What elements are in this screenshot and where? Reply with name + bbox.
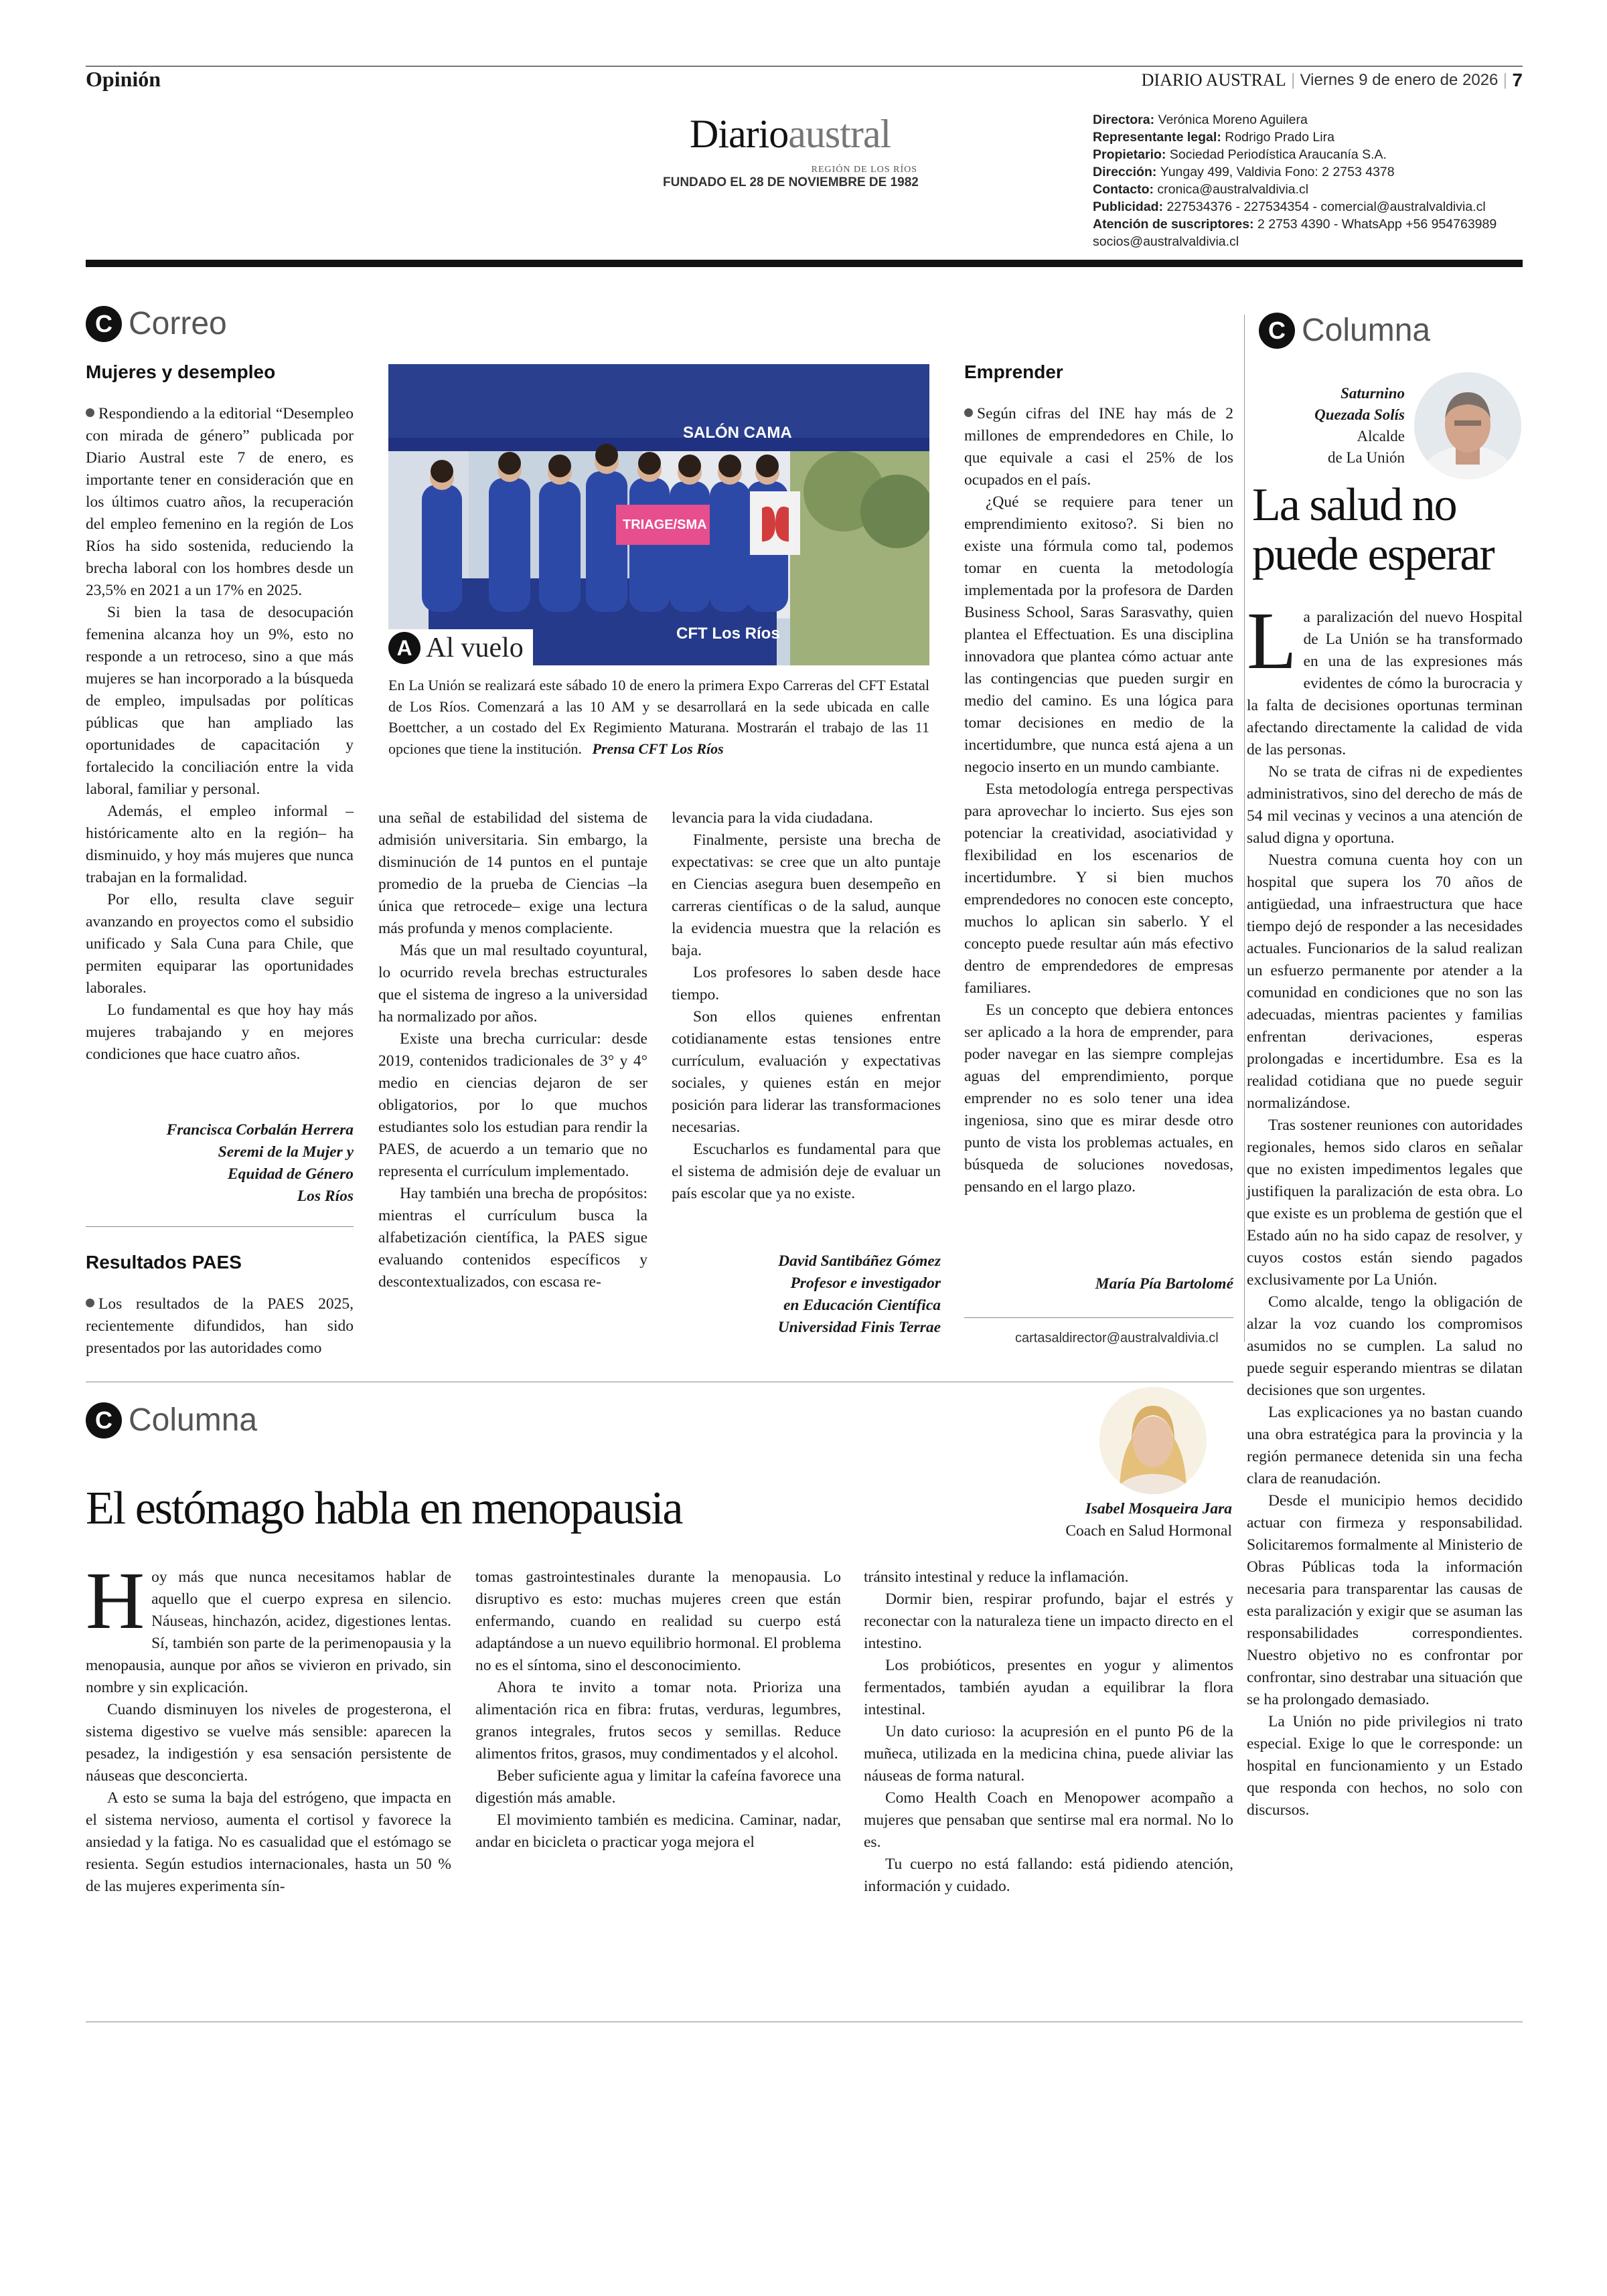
- paragraph: [864, 1854, 1233, 1898]
- paragraph: [1247, 1291, 1523, 1402]
- paragraph-text: Finalmente, persiste una brecha de expectativas: se cree que un alto puntaje en Ciencias asegura buen desempeño en carreras científicas o de la salud, aunque la evidencia muestra que la relación es baja.: [672, 831, 941, 959]
- masthead: [1093, 111, 1497, 250]
- masthead-row: [1093, 129, 1497, 146]
- paragraph-text: tránsito intestinal y reduce la inflamación.: [864, 1568, 1129, 1586]
- paragraph-text: Los probióticos, presentes en yogur y alimentos fermentados, también ayudan a equilibrar la flora intestinal.: [864, 1657, 1233, 1718]
- masthead-value: cronica@australvaldivia.cl: [1157, 182, 1309, 197]
- paragraph-text: tomas gastrointestinales durante la menopausia. Lo disruptivo es esto: muchas mujeres creen que están enfermando, cuando en realidad su cuerpo está adaptándose a un nuevo equilibrio hormonal. El problema no es el síntoma, sino el desconocimiento.: [475, 1568, 841, 1674]
- paragraph-text: Tu cuerpo no está fallando: está pidiendo atención, información y cuidado.: [864, 1856, 1233, 1895]
- author-role-mosqueira: Coach en Salud Hormonal: [1065, 1522, 1232, 1540]
- author-photo-mosqueira: [1099, 1387, 1207, 1494]
- paragraph: [964, 403, 1233, 491]
- paragraph: [86, 1699, 451, 1787]
- paragraph-text: Un dato curioso: la acupresión en el punto P6 de la muñeca, utilizada en la medicina china, puede aliviar las náuseas de forma natural.: [864, 1723, 1233, 1785]
- paragraph: [864, 1566, 1233, 1588]
- paragraph: [86, 801, 354, 889]
- letter-title-emprender: Emprender: [964, 361, 1063, 382]
- alvuelo-caption-text: En La Unión se realizará este sábado 10 de enero la primera Expo Carreras del CFT Estatal de Los Ríos. Comenzará a las 10 AM y se desarrollará en la sede ubicada en calle Boettcher, a un costado del Ex Regimiento Maturana. Mostrarán el trabajo de las 11 opciones que tiene la institución.: [388, 677, 929, 757]
- letter-body-paes-col3: [672, 807, 941, 1205]
- paragraph: [964, 999, 1233, 1198]
- header-thick-rule: [86, 260, 1523, 267]
- author-name-mosqueira: Isabel Mosqueira Jara: [1085, 1500, 1232, 1518]
- masthead-row: [1093, 146, 1497, 163]
- alvuelo-credit: Prensa CFT Los Ríos: [592, 740, 724, 757]
- paragraph-text: oy más que nunca necesitamos hablar de aquello que el cuerpo expresa en silencio. Náuseas, hinchazón, acidez, digestiones lentas. Sí, también son parte de la perimenopausia y la menopausia, aunque por años se vivieron en privado, sin nombre y sin explicación.: [86, 1568, 451, 1696]
- drop-cap: H: [86, 1556, 145, 1646]
- paragraph-text: Nuestra comuna cuenta hoy con un hospital que supera los 70 años de antigüedad, una infraestructura que hace tiempo dejó de responder a las necesidades actuales. Funcionarios de la salud realizan un esfuerzo permanente por atender a la comunidad en condiciones que no son las adecuadas, mientras pacientes y familias enfrentan derivaciones, esperas prolongadas e incertidumbre. Esa es la realidad cotidiana que no puede seguir normalizándose.: [1247, 851, 1523, 1112]
- paragraph-text: Ahora te invito a tomar nota. Prioriza una alimentación rica en fibra: frutas, verduras, legumbres, granos integrales, frutos secos y semillas. Reduce alimentos fritos, grasos, muy condimentados y el alcohol.: [475, 1679, 841, 1762]
- columna-right-body: [1247, 596, 1523, 1821]
- paragraph: [378, 1028, 647, 1183]
- masthead-row: [1093, 233, 1497, 250]
- paragraph-text: Como Health Coach en Menopower acompaño a mujeres que pensaban que sentirse mal era normal. No lo es.: [864, 1789, 1233, 1851]
- masthead-row: [1093, 181, 1497, 198]
- paragraph: [475, 1566, 841, 1677]
- email-rule: [964, 1317, 1233, 1318]
- paragraph: [378, 807, 647, 940]
- masthead-label: Atención de suscriptores:: [1093, 217, 1257, 232]
- correo-icon: C: [86, 306, 122, 342]
- alvuelo-tag: [388, 629, 533, 667]
- paragraph-text: Tras sostener reuniones con autoridades regionales, hemos sido claros en señalar que no existen impedimentos legales que justifiquen la paralización de esta obra. Lo que existe es un problema de gestión que el Estado aún no ha sido capaz de resolver, y cuyos costos están siendo pagados exclusivamente por La Unión.: [1247, 1117, 1523, 1289]
- letter-body-paes-col1: [86, 1293, 354, 1360]
- paragraph-text: Además, el empleo informal –históricamente alto en la región– ha disminuido, y hoy más mujeres que nunca trabajan en la formalidad.: [86, 803, 354, 886]
- signature-line: Los Ríos: [297, 1187, 354, 1205]
- paragraph: [475, 1765, 841, 1809]
- paragraph-text: La Unión no pide privilegios ni trato especial. Exige lo que le corresponde: un hospital en funcionamiento y un Estado que responda con hechos, no solo con discursos.: [1247, 1713, 1523, 1819]
- masthead-label: Dirección:: [1093, 165, 1160, 179]
- paragraph-text: Como alcalde, tengo la obligación de alzar la voz cuando los compromisos asumidos no se cumplen. La salud no puede seguir esperando mientras se dilatan decisiones que son urgentes.: [1247, 1293, 1523, 1399]
- columna-right-title: La salud no puede esperar: [1252, 479, 1494, 580]
- paragraph-text: a paralización del nuevo Hospital de La Unión se ha transformado en una de las expresiones más evidentes de cómo la burocracia y la falta de decisiones oportunas terminan afectando directamente la calidad de vida de las personas.: [1247, 608, 1523, 758]
- masthead-row: [1093, 111, 1497, 129]
- paragraph-text: Los resultados de la PAES 2025, recientemente difundidos, han sido presentados por las autoridades como: [86, 1295, 354, 1357]
- paragraph: [964, 778, 1233, 999]
- columna-bottom-col1: [86, 1556, 451, 1898]
- paragraph: [672, 1139, 941, 1205]
- masthead-label: Directora:: [1093, 112, 1158, 127]
- letter-signature-emprender: [964, 1273, 1233, 1295]
- masthead-value: Yungay 499, Valdivia Fono: 2 2753 4378: [1160, 165, 1395, 179]
- paragraph: [672, 807, 941, 829]
- signature-line: Francisca Corbalán Herrera: [166, 1121, 354, 1139]
- letter-body-mujeres: [86, 403, 354, 1066]
- paragraph-text: Si bien la tasa de desocupación femenina alcanza hoy un 9%, esto no responde a un retroceso, sino a que más mujeres se han incorporado a la búsqueda de empleo, impulsadas por políticas públicas que han ampliado las oportunidades de capacitación y fortalecido la conciliación entre la vida laboral, familiar y personal.: [86, 604, 354, 798]
- paragraph-text: A esto se suma la baja del estrógeno, que impacta en el sistema nervioso, aumenta el cortisol y favorece la ansiedad y la fatiga. No es casualidad que el estómago se resienta. Según estudios internacionales, hasta un 50 % de las mujeres experimenta sín-: [86, 1789, 451, 1895]
- paragraph-text: Dormir bien, respirar profundo, bajar el estrés y reconectar con la naturaleza tiene un impacto directo en el intestino.: [864, 1590, 1233, 1652]
- paragraph-text: Por ello, resulta clave seguir avanzando en proyectos como el subsidio unificado y Sala Cuna para Chile, que permiten equiparar las oportunidades laborales.: [86, 891, 354, 997]
- paragraph: [1247, 1115, 1523, 1291]
- paragraph-text: Las explicaciones ya no bastan cuando una obra estratégica para la provincia y la región permanece detenida sin una fecha clara de reanudación.: [1247, 1404, 1523, 1487]
- paragraph: [864, 1721, 1233, 1787]
- masthead-value: 2 2753 4390 - WhatsApp +56 954763989: [1257, 217, 1497, 232]
- paragraph: [1247, 1711, 1523, 1821]
- logo-diario: Diario: [690, 112, 789, 156]
- paragraph-text: Desde el municipio hemos decidido actuar con firmeza y responsabilidad. Solicitaremos formalmente al Ministerio de Obras Públicas toda la información necesaria para transparentar las causas de esta paralización y exigir que se asuman las responsabilidades correspondientes. Nuestro objetivo no es confrontar por confrontar, sino destrabar una situación que se ha prolongado demasiado.: [1247, 1492, 1523, 1708]
- columna-right-author: [1259, 383, 1405, 469]
- paragraph-text: No se trata de cifras ni de expedientes administrativos, sino del derecho de más de 54 mil vecinas y vecinos a una atención de salud digna y oportuna.: [1247, 763, 1523, 847]
- paragraph-text: Lo fundamental es que hoy hay más mujeres trabajando y en mejores condiciones que hace cuatro años.: [86, 1001, 354, 1063]
- bullet-icon: [86, 408, 94, 417]
- correo-header: [86, 305, 227, 342]
- photo-sign: SALÓN CAMA: [683, 424, 792, 442]
- newspaper-logo: [690, 114, 917, 175]
- author-last: Quezada Solís: [1314, 406, 1405, 423]
- paragraph: [86, 1293, 354, 1360]
- masthead-value: Verónica Moreno Aguilera: [1158, 112, 1308, 127]
- masthead-label: Propietario:: [1093, 147, 1170, 162]
- signature-line: Profesor e investigador: [790, 1275, 941, 1292]
- alvuelo-photo: [388, 364, 929, 665]
- correo-label: Correo: [129, 306, 227, 341]
- alvuelo-icon: A: [388, 632, 420, 664]
- signature-line: Equidad de Género: [228, 1165, 354, 1183]
- author-role1: Alcalde: [1357, 428, 1405, 444]
- column-separator: [1244, 315, 1245, 1342]
- signature-line: Seremi de la Mujer y: [218, 1143, 354, 1161]
- paragraph: [864, 1787, 1233, 1854]
- masthead-row: [1093, 198, 1497, 216]
- masthead-value: socios@australvaldivia.cl: [1093, 234, 1239, 249]
- columna-bottom-icon: C: [86, 1402, 122, 1439]
- tent-canopy: [388, 364, 929, 444]
- masthead-label: Representante legal:: [1093, 130, 1225, 145]
- paragraph: [1247, 849, 1523, 1115]
- paragraph-text: Existe una brecha curricular: desde 2019, contenidos tradicionales de 3° y 4° medio en ciencias dejaron de ser obligatorios, por lo que muchos estudiantes solo los estudian para rendir la PAES, de acuerdo a un temario que no representa el currículum implementado.: [378, 1030, 647, 1180]
- letter-title-paes: Resultados PAES: [86, 1252, 242, 1273]
- paragraph-text: Hay también una brecha de propósitos: mientras el currículum busca la alfabetización científica, la PAES sigue evaluando contenidos específicos y descontextualizados, con escasa re-: [378, 1185, 647, 1291]
- paragraph-text: Los profesores lo saben desde hace tiempo.: [672, 964, 941, 1003]
- alvuelo-label: Al vuelo: [426, 633, 524, 663]
- masthead-row: [1093, 216, 1497, 233]
- paragraph-text: levancia para la vida ciudadana.: [672, 809, 873, 827]
- photo-illustration: [388, 364, 929, 665]
- paragraph: [86, 602, 354, 801]
- paragraph: [672, 1006, 941, 1139]
- columna-right-header: [1259, 312, 1430, 349]
- letter-body-paes-col2: [378, 807, 647, 1293]
- paragraph: [864, 1655, 1233, 1721]
- photo-tablecloth-text: CFT Los Ríos: [676, 625, 780, 643]
- paragraph: [378, 940, 647, 1028]
- paragraph-text: Esta metodología entrega perspectivas para aprovechar lo incierto. Sus ejes son potenciar la creatividad, asociatividad y flexibilidad en los escenarios de incertidumbre. Y si bien muchos emprendedores no conocen este concepto, muchos lo aplican sin saberlo. Y el concepto puede resultar aún más efectivo dentro de emprendedores de empresas familiares.: [964, 781, 1233, 997]
- bullet-icon: [86, 1299, 94, 1307]
- paragraph: [86, 1556, 451, 1699]
- logo-austral: austral: [788, 112, 891, 156]
- columna-bottom-header: [86, 1402, 257, 1439]
- columna-bottom-col3: [864, 1566, 1233, 1898]
- paragraph: [86, 1787, 451, 1898]
- letters-email[interactable]: cartasaldirector@australvaldivia.cl: [1015, 1331, 1219, 1345]
- paragraph-text: Son ellos quienes enfrentan cotidianamente estas tensiones entre currículum, evaluación y expectativas sociales, y quienes están en mejor posición para liderar las transformaciones necesarias.: [672, 1008, 941, 1136]
- columna-right-icon: C: [1259, 313, 1295, 349]
- letter-body-emprender: [964, 403, 1233, 1198]
- header-top-rule: [86, 66, 1523, 67]
- paragraph-text: Escucharlos es fundamental para que el sistema de admisión deje de evaluar un país escolar que ya no existe.: [672, 1141, 941, 1202]
- paragraph-text: Más que un mal resultado coyuntural, lo ocurrido revela brechas estructurales que el sistema de ingreso a la universidad ha normalizado por años.: [378, 942, 647, 1026]
- masthead-row: [1093, 163, 1497, 181]
- drop-cap: L: [1247, 596, 1297, 686]
- bullet-icon: [964, 408, 973, 417]
- paragraph: [1247, 761, 1523, 849]
- columna-bottom-col2: [475, 1566, 841, 1854]
- founded-line: FUNDADO EL 28 DE NOVIEMBRE DE 1982: [663, 175, 919, 189]
- paragraph: [475, 1677, 841, 1765]
- paragraph-text: Es un concepto que debiera entonces ser aplicado a la hora de emprender, para poder navegar en las siempre complejas aguas del emprendimiento, porque emprender no es solo tener una idea ingeniosa, sino que es mirar desde otro punto de vista los problemas actuales, en búsqueda de soluciones novedosas, pensando en el largo plazo.: [964, 1001, 1233, 1196]
- paragraph-text: Cuando disminuyen los niveles de progesterona, el sistema digestivo se vuelve más sensible: aparecen la pesadez, la indigestión y esa sensación persistente de náuseas que desconcierta.: [86, 1701, 451, 1785]
- paragraph: [672, 962, 941, 1006]
- paragraph-text: una señal de estabilidad del sistema de admisión universitaria. Sin embargo, la disminución de 14 puntos en el puntaje promedio de la prueba de Ciencias –la única que retrocede– exige una lectura más profunda y menos complaciente.: [378, 809, 647, 937]
- paragraph: [86, 403, 354, 602]
- section-label: Opinión: [86, 67, 161, 91]
- paragraph: [864, 1588, 1233, 1655]
- paper-name: DIARIO AUSTRAL: [1141, 70, 1286, 90]
- masthead-label: Publicidad:: [1093, 199, 1167, 214]
- paragraph: [1247, 1402, 1523, 1490]
- signature-line: David Santibáñez Gómez: [778, 1252, 941, 1270]
- paragraph: [672, 829, 941, 962]
- signature-line: María Pía Bartolomé: [1095, 1275, 1233, 1293]
- paragraph-text: El movimiento también es medicina. Caminar, nadar, andar en bicicleta o practicar yoga mejora el: [475, 1811, 841, 1851]
- masthead-value: 227534376 - 227534354 - comercial@australvaldivia.cl: [1166, 199, 1486, 214]
- masthead-label: Contacto:: [1093, 182, 1158, 197]
- logo-region: REGIÓN DE LOS RÍOS: [811, 165, 917, 175]
- columna-right-label: Columna: [1302, 313, 1431, 348]
- author-first: Saturnino: [1341, 385, 1405, 402]
- paragraph: [1247, 596, 1523, 761]
- paragraph-text: Beber suficiente agua y limitar la cafeína favorece una digestión más amable.: [475, 1767, 841, 1807]
- header-right: DIARIO AUSTRAL | Viernes 9 de enero de 2026 | 7: [1141, 70, 1523, 90]
- paragraph: [86, 999, 354, 1066]
- signature-line: Universidad Finis Terrae: [777, 1319, 941, 1336]
- author-role2: de La Unión: [1328, 449, 1405, 466]
- paragraph-text: Respondiendo a la editorial “Desempleo con mirada de género” publicada por Diario Austral este 7 de enero, es importante tener en consideración que en los últimos cuatro años, la recuperación del empleo femenino en la región de Los Ríos ha sido sostenida, reduciendo la brecha laboral con los hombres desde un 23,5% en 2021 a un 17% en 2025.: [86, 405, 354, 599]
- paragraph: [86, 889, 354, 999]
- paragraph-text: Según cifras del INE hay más de 2 millones de emprendedores en Chile, lo que equivale a casi el 25% de los ocupados en el país.: [964, 405, 1233, 489]
- paragraph: [964, 491, 1233, 778]
- signature-line: en Educación Científica: [783, 1297, 941, 1314]
- paragraph: [378, 1183, 647, 1293]
- letter-signature-paes: [672, 1250, 941, 1339]
- issue-date: Viernes 9 de enero de 2026: [1300, 71, 1499, 89]
- paragraph: [1247, 1490, 1523, 1711]
- masthead-value: Rodrigo Prado Lira: [1225, 130, 1334, 145]
- alvuelo-caption: [388, 675, 929, 759]
- columna-bottom-author: [951, 1498, 1232, 1542]
- paragraph: [475, 1809, 841, 1854]
- author-photo-quezada: [1414, 372, 1521, 479]
- paragraph-text: ¿Qué se requiere para tener un emprendimiento exitoso?. Si bien no existe una fórmula como tal, podemos tomar en cuenta la metodología implementada por la profesora de Darden Business School, Saras Sarasvathy, quien plantea el Effectuation. Es una disciplina innovadora que plantea cómo actuar ante las contingencias que pueden surgir en medio del camino. Es una lógica para tomar decisiones en medio de la incertidumbre, que nunca está ajena a un negocio inserto en un mundo cambiante.: [964, 493, 1233, 776]
- photo-board-text: TRIAGE/SMA: [623, 517, 707, 532]
- letter-title-mujeres: Mujeres y desempleo: [86, 361, 276, 382]
- page-number: 7: [1512, 70, 1523, 90]
- masthead-value: Sociedad Periodística Araucanía S.A.: [1169, 147, 1387, 162]
- columna-bottom-label: Columna: [129, 1402, 258, 1438]
- letter-signature-mujeres: [86, 1119, 354, 1208]
- columna-bottom-title: El estómago habla en menopausia: [86, 1483, 682, 1534]
- divider-rule: [86, 1226, 354, 1227]
